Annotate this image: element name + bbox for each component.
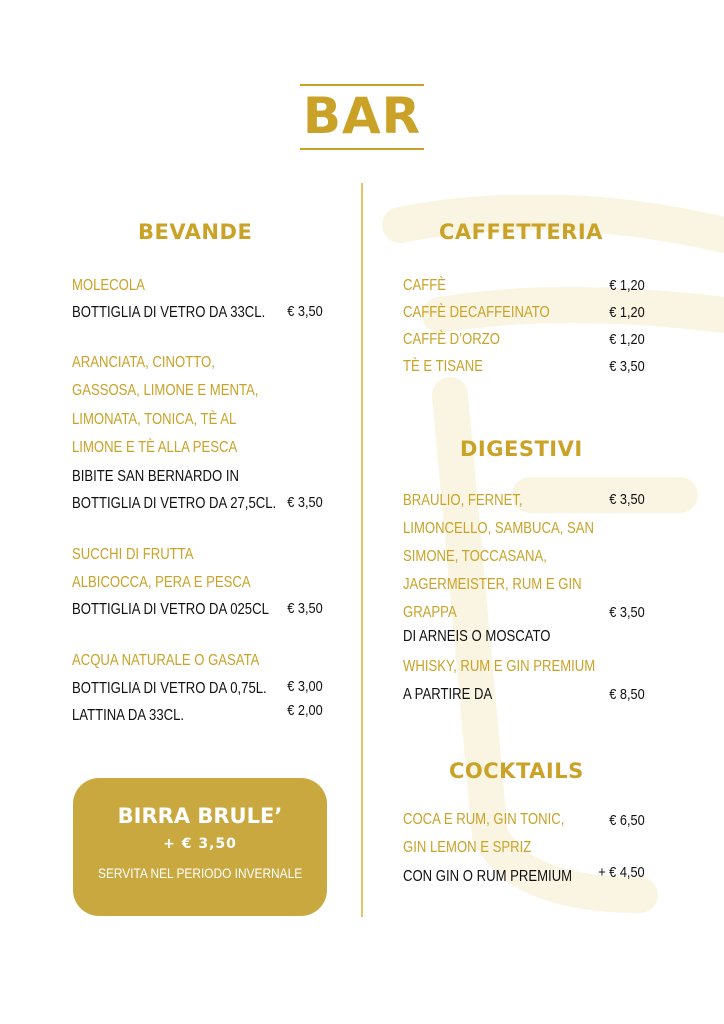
item-orzo-name: CAFFÈ D’ORZO: [403, 331, 500, 348]
item-bibite-name-line: ARANCIATA, CINOTTO,: [72, 354, 215, 371]
item-acqua-desc-bottle: BOTTIGLIA DI VETRO DA 0,75L.: [72, 680, 267, 697]
item-acqua-desc-can: LATTINA DA 33CL.: [72, 707, 185, 724]
item-premium-desc: A PARTIRE DA: [403, 686, 493, 703]
item-succhi-desc: BOTTIGLIA DI VETRO DA 025CL: [72, 601, 269, 618]
birra-brule-note: SERVITA NEL PERIODO INVERNALE: [97, 865, 303, 881]
item-bibite-name-line: LIMONATA, TONICA, TÈ AL: [72, 411, 237, 428]
item-bibite-name-line: GASSOSA, LIMONE E MENTA,: [72, 382, 259, 399]
page-title: BAR: [302, 87, 422, 145]
item-caffe-price: € 1,20: [609, 277, 645, 294]
item-te-tisane-price: € 3,50: [609, 358, 645, 375]
item-amari-name-line: JAGERMEISTER, RUM E GIN: [403, 576, 582, 593]
item-orzo-price: € 1,20: [609, 331, 645, 348]
section-heading-caffetteria: CAFFETTERIA: [439, 220, 603, 244]
item-succhi-name-line: ALBICOCCA, PERA E PESCA: [72, 574, 251, 591]
item-grappa-price: € 3,50: [609, 604, 645, 621]
item-molecola-name: MOLECOLA: [72, 277, 145, 294]
title-rule-bottom: [300, 148, 424, 150]
item-bibite-price: € 3,50: [287, 494, 323, 511]
birra-brule-card: [73, 778, 327, 916]
item-caffe-name: CAFFÈ: [403, 277, 447, 294]
item-decaffeinato-price: € 1,20: [609, 304, 645, 321]
item-bibite-name-line: LIMONE E TÈ ALLA PESCA: [72, 439, 238, 456]
item-amari-price: € 3,50: [609, 491, 645, 508]
item-acqua-price-bottle: € 3,00: [287, 678, 323, 695]
section-heading-bevande: BEVANDE: [138, 220, 253, 244]
item-cocktails-name-line: GIN LEMON E SPRIZ: [403, 839, 532, 856]
column-divider: [361, 183, 363, 917]
item-amari-name-line: BRAULIO, FERNET,: [403, 492, 523, 509]
item-molecola-price: € 3,50: [287, 303, 323, 320]
item-acqua-price-can: € 2,00: [287, 702, 323, 719]
item-cocktails-extra-desc: CON GIN O RUM PREMIUM: [403, 868, 573, 885]
item-decaffeinato-name: CAFFÈ DECAFFEINATO: [403, 304, 550, 321]
section-heading-digestivi: DIGESTIVI: [460, 437, 583, 461]
section-heading-cocktails: COCKTAILS: [449, 759, 584, 783]
item-acqua-name: ACQUA NATURALE O GASATA: [72, 652, 260, 669]
birra-brule-note-wrapper: [73, 865, 327, 881]
item-succhi-name-line: SUCCHI DI FRUTTA: [72, 546, 194, 563]
item-te-tisane-name: TÈ E TISANE: [403, 358, 483, 375]
item-bibite-desc-line: BIBITE SAN BERNARDO IN: [72, 468, 239, 485]
birra-brule-title: BIRRA BRULE’: [117, 804, 283, 828]
item-amari-name-line: LIMONCELLO, SAMBUCA, SAN: [403, 520, 595, 537]
item-premium-name: WHISKY, RUM E GIN PREMIUM: [403, 658, 596, 675]
item-cocktails-extra-price: + € 4,50: [598, 864, 645, 881]
birra-brule-price: + € 3,50: [163, 836, 237, 852]
item-molecola-desc: BOTTIGLIA DI VETRO DA 33CL.: [72, 304, 266, 321]
item-succhi-price: € 3,50: [287, 600, 323, 617]
item-grappa-desc: DI ARNEIS O MOSCATO: [403, 628, 551, 645]
item-grappa-name: GRAPPA: [403, 604, 457, 621]
item-cocktails-price: € 6,50: [609, 812, 645, 829]
item-amari-name-line: SIMONE, TOCCASANA,: [403, 548, 547, 565]
item-premium-price: € 8,50: [609, 686, 645, 703]
item-cocktails-name-line: COCA E RUM, GIN TONIC,: [403, 811, 565, 828]
item-bibite-desc-line: BOTTIGLIA DI VETRO DA 27,5CL.: [72, 495, 277, 512]
